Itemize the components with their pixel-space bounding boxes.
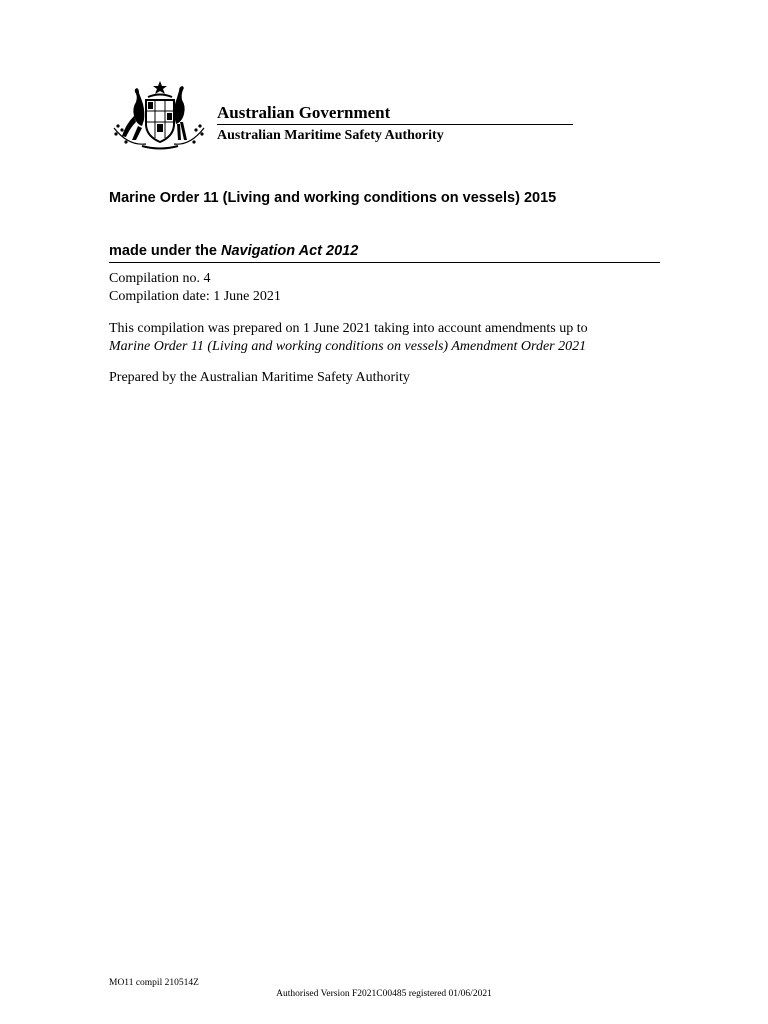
compilation-number: Compilation no. 4 <box>109 271 211 286</box>
document-title: Marine Order 11 (Living and working conditions on vessels) 2015 <box>109 190 557 206</box>
logo-divider <box>217 124 573 125</box>
heading-divider <box>109 262 660 263</box>
government-name: Australian Government <box>217 103 391 122</box>
enabling-legislation <box>109 241 660 261</box>
made-under-prefix: made under the <box>109 243 221 259</box>
footer-authorised-version: Authorised Version F2021C00485 registered 01/06/2021 <box>276 989 492 999</box>
government-logo <box>108 80 478 152</box>
amendment-order-name: Marine Order 11 (Living and working conditions on vessels) Amendment Order 2021 <box>109 338 587 354</box>
compilation-date: Compilation date: 1 June 2021 <box>109 288 281 304</box>
coat-of-arms-icon <box>108 80 208 152</box>
act-name: Navigation Act 2012 <box>221 243 359 259</box>
footer-file-id: MO11 compil 210514Z <box>109 978 199 988</box>
prepared-by: Prepared by the Australian Maritime Safety Authority <box>109 370 410 385</box>
agency-name: Australian Maritime Safety Authority <box>217 128 444 143</box>
compilation-note: This compilation was prepared on 1 June 2021 taking into account amendments up to <box>109 321 588 336</box>
